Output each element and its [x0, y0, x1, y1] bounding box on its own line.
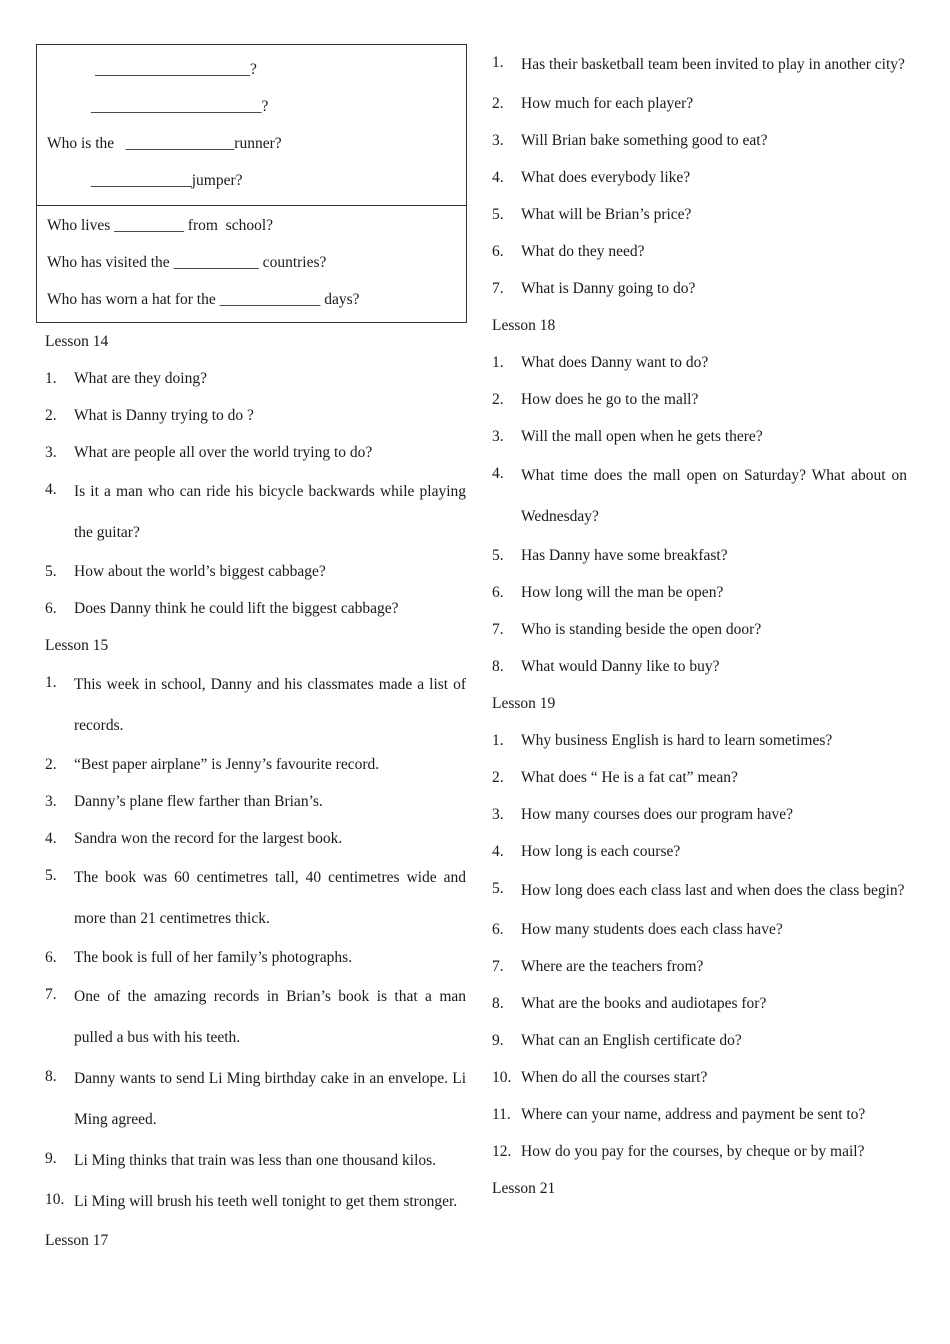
- list-item: 3. How many courses does our program have?: [492, 806, 794, 823]
- lesson-14-list: [36, 360, 466, 627]
- list-item: 5. Has Danny have some breakfast?: [492, 547, 728, 564]
- list-item: 6. How many students does each class have?: [492, 921, 783, 938]
- box-line: ____________________?: [95, 61, 257, 78]
- box-top-section: [37, 45, 466, 205]
- lesson-19-list: [483, 722, 907, 1170]
- right-column: [483, 44, 907, 1207]
- list-item: 6. How long will the man be open?: [492, 584, 724, 601]
- list-item: 4. What time does the mall open on Saturday? What about on Wednesday?: [492, 465, 907, 525]
- lesson-18-list: [483, 344, 907, 685]
- box-line: Who has worn a hat for the _____________ days?: [47, 291, 360, 308]
- box-line: ______________________?: [91, 98, 269, 115]
- list-item: 7. One of the amazing records in Brian’s book is that a man pulled a bus with his teeth.: [45, 986, 466, 1046]
- list-item: 4. Is it a man who can ride his bicycle backwards while playing the guitar?: [45, 481, 466, 541]
- lesson-21-heading: Lesson 21: [492, 1180, 556, 1197]
- list-item: 6. What do they need?: [492, 243, 645, 260]
- list-item: 6. The book is full of her family’s photographs.: [45, 949, 353, 966]
- list-item: 1. What are they doing?: [45, 370, 207, 387]
- list-item: 3. What are people all over the world trying to do?: [45, 444, 373, 461]
- list-item: 5. How about the world’s biggest cabbage?: [45, 563, 326, 580]
- list-item: 3. Will Brian bake something good to eat?: [492, 132, 768, 149]
- lesson-17-heading: Lesson 17: [45, 1232, 109, 1249]
- list-item: 5. What will be Brian’s price?: [492, 206, 692, 223]
- list-item: 10. When do all the courses start?: [492, 1069, 708, 1086]
- list-item: 7. Where are the teachers from?: [492, 958, 704, 975]
- list-item: 1. What does Danny want to do?: [492, 354, 709, 371]
- box-line: Who is the ______________runner?: [47, 135, 282, 152]
- list-item: 7. What is Danny going to do?: [492, 280, 696, 297]
- list-item: 8. What are the books and audiotapes for?: [492, 995, 767, 1012]
- list-item: 2. What does “ He is a fat cat” mean?: [492, 769, 738, 786]
- list-item: 2. What is Danny trying to do ?: [45, 407, 254, 424]
- list-item: 6. Does Danny think he could lift the biggest cabbage?: [45, 600, 399, 617]
- list-item: 1. Why business English is hard to learn sometimes?: [492, 732, 833, 749]
- list-item: 2. How much for each player?: [492, 95, 694, 112]
- box-line: Who has visited the ___________ countries?: [47, 254, 327, 271]
- list-item: 7. Who is standing beside the open door?: [492, 621, 762, 638]
- list-item: 10. Li Ming will brush his teeth well tonight to get them stronger.: [45, 1191, 458, 1210]
- box-bottom-section: [37, 205, 466, 322]
- lesson-14-heading: Lesson 14: [45, 333, 109, 350]
- list-item: 3. Will the mall open when he gets there?: [492, 428, 763, 445]
- left-column: [36, 44, 466, 1259]
- list-item: 4. How long is each course?: [492, 843, 681, 860]
- list-item: 9. Li Ming thinks that train was less than one thousand kilos.: [45, 1150, 437, 1169]
- lesson-17-list: [483, 44, 907, 307]
- lesson-19-heading: Lesson 19: [492, 695, 556, 712]
- list-item: 5. The book was 60 centimetres tall, 40 centimetres wide and more than 21 centimetres thick.: [45, 867, 466, 927]
- list-item: 9. What can an English certificate do?: [492, 1032, 742, 1049]
- list-item: 4. Sandra won the record for the largest book.: [45, 830, 343, 847]
- list-item: 11. Where can your name, address and payment be sent to?: [492, 1106, 866, 1123]
- list-item: 8. Danny wants to send Li Ming birthday cake in an envelope. Li Ming agreed.: [45, 1068, 466, 1128]
- list-item: 12. How do you pay for the courses, by cheque or by mail?: [492, 1143, 865, 1160]
- fill-in-box: [36, 44, 467, 323]
- box-line: Who lives _________ from school?: [47, 217, 274, 234]
- lesson-15-heading: Lesson 15: [45, 637, 109, 654]
- list-item: 8. What would Danny like to buy?: [492, 658, 720, 675]
- list-item: 2. “Best paper airplane” is Jenny’s favourite record.: [45, 756, 380, 773]
- list-item: 5. How long does each class last and when does the class begin?: [492, 880, 905, 899]
- list-item: 2. How does he go to the mall?: [492, 391, 699, 408]
- lesson-18-heading: Lesson 18: [492, 317, 556, 334]
- box-line: _____________jumper?: [91, 172, 243, 189]
- lesson-15-list: [36, 664, 466, 1222]
- list-item: 4. What does everybody like?: [492, 169, 691, 186]
- list-item: 1. Has their basketball team been invited to play in another city?: [492, 54, 905, 73]
- list-item: 3. Danny’s plane flew farther than Brian’s.: [45, 793, 323, 810]
- list-item: 1. This week in school, Danny and his classmates made a list of records.: [45, 674, 466, 734]
